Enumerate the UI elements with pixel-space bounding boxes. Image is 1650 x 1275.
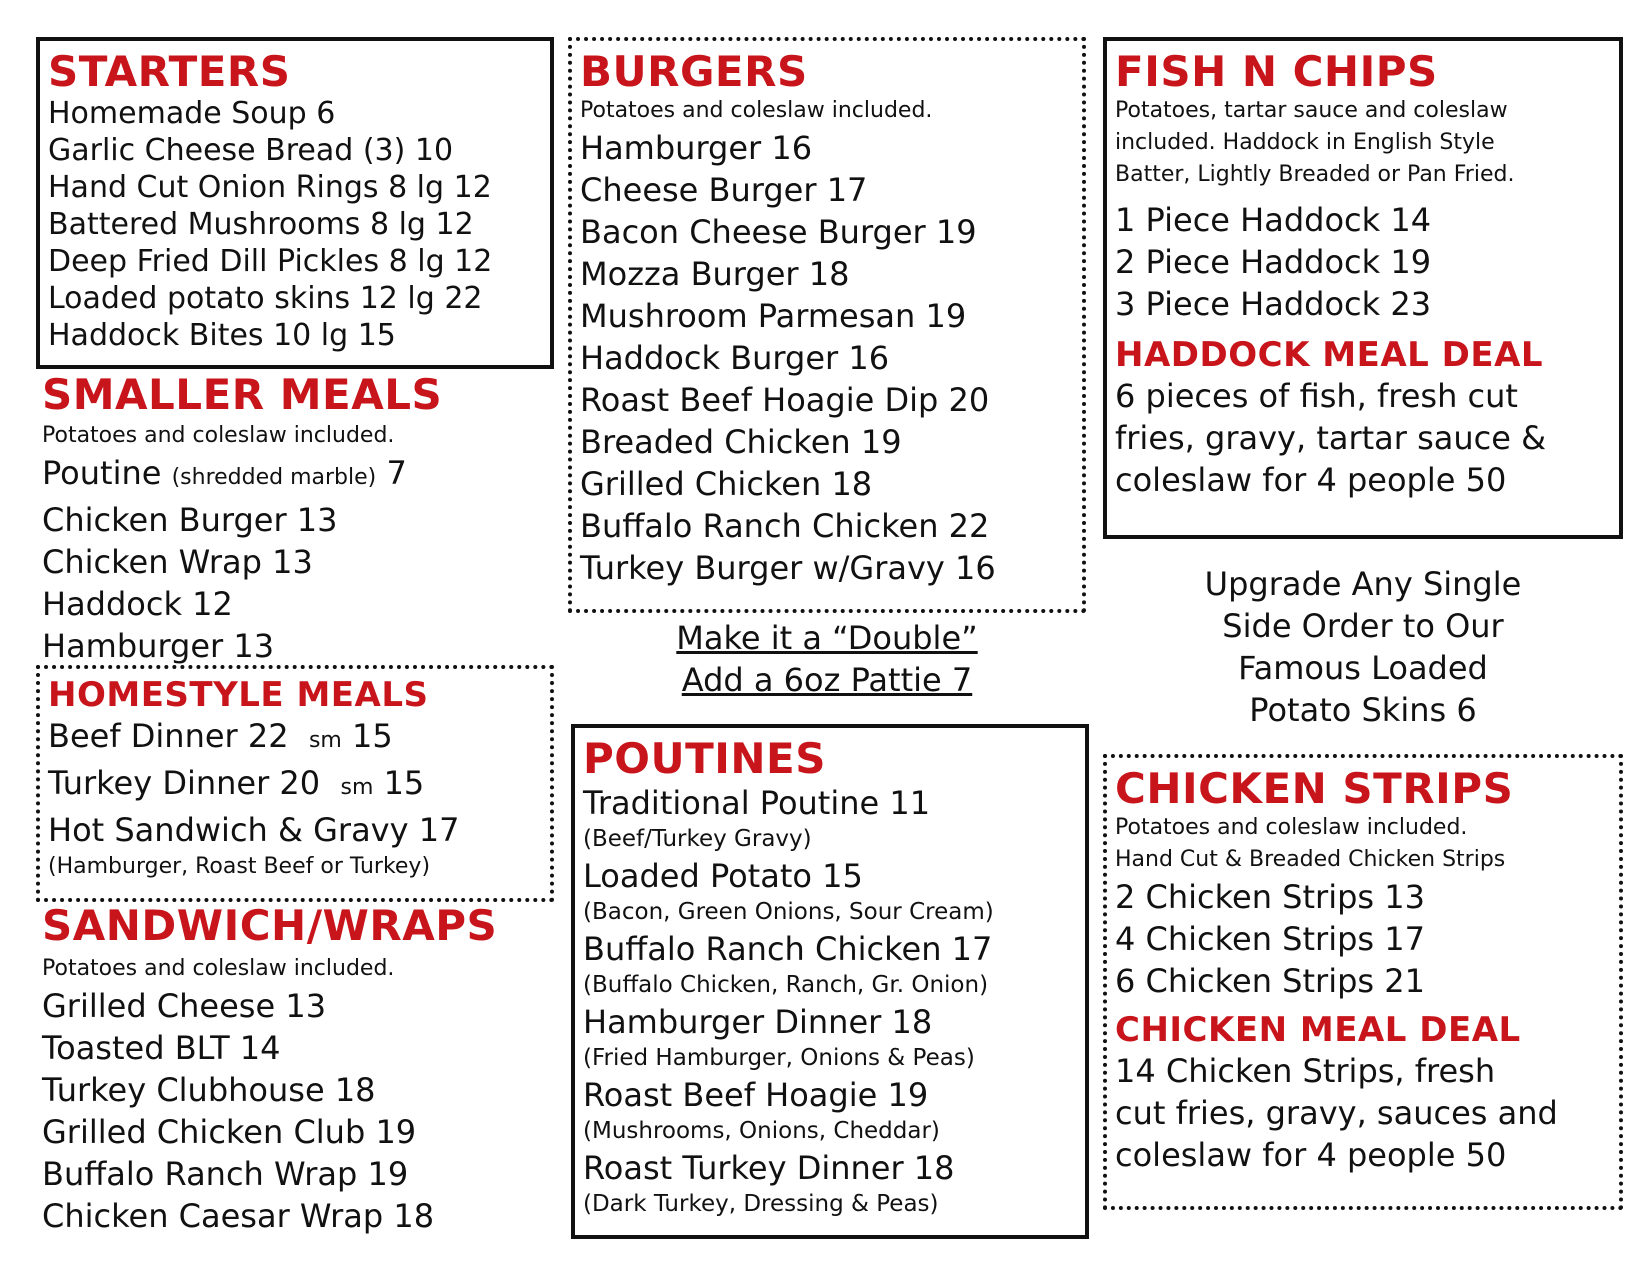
chicken-title: CHICKEN STRIPS: [1115, 764, 1514, 813]
homestyle-sm-label: sm: [308, 728, 342, 753]
chicken-deal-line: 14 Chicken Strips, fresh: [1115, 1052, 1496, 1090]
poutines-detail: (Fried Hamburger, Onions & Peas): [583, 1045, 975, 1071]
sandwich-item: Buffalo Ranch Wrap 19: [42, 1155, 409, 1193]
fish-note: Potatoes, tartar sauce and coleslaw: [1115, 98, 1508, 123]
poutines-item: Traditional Poutine 11: [583, 784, 931, 822]
double-promo: [568, 617, 1086, 701]
fish-item: 1 Piece Haddock 14: [1115, 201, 1432, 239]
burgers-item: Turkey Burger w/Gravy 16: [580, 549, 996, 587]
burgers-item: Roast Beef Hoagie Dip 20: [580, 381, 990, 419]
upgrade-promo: [1103, 563, 1623, 731]
chicken-note: Hand Cut & Breaded Chicken Strips: [1115, 847, 1506, 872]
starters-item: Homemade Soup 6: [48, 96, 336, 131]
poutine-detail: (shredded marble): [171, 465, 377, 490]
fish-note: Batter, Lightly Breaded or Pan Fried.: [1115, 162, 1515, 187]
starters-title: STARTERS: [48, 47, 291, 96]
sandwich-section: [42, 903, 542, 1237]
homestyle-sm-label: sm: [340, 775, 374, 800]
chicken-deal-line: coleslaw for 4 people 50: [1115, 1136, 1507, 1174]
burgers-item: Buffalo Ranch Chicken 22: [580, 507, 990, 545]
upgrade-line: Potato Skins 6: [1249, 691, 1477, 729]
smaller-meals-note: Potatoes and coleslaw included.: [42, 423, 395, 448]
chicken-deal-title: CHICKEN MEAL DEAL: [1115, 1010, 1521, 1050]
poutines-detail: (Bacon, Green Onions, Sour Cream): [583, 899, 994, 925]
sandwich-item: Turkey Clubhouse 18: [42, 1071, 376, 1109]
poutines-item: Hamburger Dinner 18: [583, 1003, 933, 1041]
fish-item: 2 Piece Haddock 19: [1115, 243, 1432, 281]
starters-item: Loaded potato skins 12 lg 22: [48, 281, 483, 316]
sandwich-item: Grilled Cheese 13: [42, 987, 327, 1025]
hot-sandwich-note: (Hamburger, Roast Beef or Turkey): [48, 854, 431, 879]
sandwich-item: Chicken Caesar Wrap 18: [42, 1197, 435, 1235]
fish-note: included. Haddock in English Style: [1115, 130, 1495, 155]
smaller-meals-section: [42, 372, 542, 667]
haddock-deal-title: HADDOCK MEAL DEAL: [1115, 335, 1544, 375]
starters-item: Deep Fried Dill Pickles 8 lg 12: [48, 244, 493, 279]
homestyle-item-name: Beef Dinner 22: [48, 717, 289, 755]
smaller-meals-item: Haddock 12: [42, 585, 233, 623]
double-line: Add a 6oz Pattie 7: [681, 661, 973, 699]
spacer: [1115, 191, 1619, 199]
starters-panel: [36, 37, 554, 369]
chicken-panel: [1103, 754, 1623, 1210]
poutines-detail: (Buffalo Chicken, Ranch, Gr. Onion): [583, 972, 989, 998]
upgrade-line: Upgrade Any Single: [1204, 565, 1522, 603]
burgers-item: Cheese Burger 17: [580, 171, 868, 209]
upgrade-line: Side Order to Our: [1222, 607, 1504, 645]
haddock-deal-line: 6 pieces of fish, fresh cut: [1115, 377, 1518, 415]
poutines-item: Roast Turkey Dinner 18: [583, 1149, 955, 1187]
homestyle-title: HOMESTYLE MEALS: [48, 675, 429, 715]
sandwich-note: Potatoes and coleslaw included.: [42, 956, 395, 981]
burgers-panel: [568, 37, 1086, 613]
burgers-note: Potatoes and coleslaw included.: [580, 98, 933, 123]
burgers-item: Grilled Chicken 18: [580, 465, 873, 503]
chicken-item: 2 Chicken Strips 13: [1115, 878, 1425, 916]
burgers-item: Bacon Cheese Burger 19: [580, 213, 977, 251]
chicken-note: Potatoes and coleslaw included.: [1115, 815, 1468, 840]
sandwich-item: Grilled Chicken Club 19: [42, 1113, 417, 1151]
poutine-name: Poutine: [42, 454, 162, 492]
homestyle-sm-price: 15: [352, 717, 393, 755]
fish-item: 3 Piece Haddock 23: [1115, 285, 1432, 323]
smaller-meals-item: Chicken Wrap 13: [42, 543, 313, 581]
smaller-meals-title: SMALLER MEALS: [42, 370, 443, 419]
starters-item: Hand Cut Onion Rings 8 lg 12: [48, 170, 492, 205]
homestyle-item: [48, 715, 550, 762]
burgers-item: Mushroom Parmesan 19: [580, 297, 967, 335]
burgers-item: Breaded Chicken 19: [580, 423, 902, 461]
burgers-title: BURGERS: [580, 47, 808, 96]
chicken-item: 6 Chicken Strips 21: [1115, 962, 1425, 1000]
smaller-meals-item: Chicken Burger 13: [42, 501, 338, 539]
haddock-deal-line: coleslaw for 4 people 50: [1115, 461, 1507, 499]
burgers-item: Hamburger 16: [580, 129, 813, 167]
poutines-detail: (Beef/Turkey Gravy): [583, 826, 812, 852]
poutines-title: POUTINES: [583, 734, 826, 783]
poutine-price: 7: [386, 454, 407, 492]
poutines-item: Roast Beef Hoagie 19: [583, 1076, 929, 1114]
poutine-item: [42, 452, 542, 499]
haddock-deal-line: fries, gravy, tartar sauce &: [1115, 419, 1547, 457]
chicken-item: 4 Chicken Strips 17: [1115, 920, 1425, 958]
starters-list: [48, 95, 550, 354]
burgers-item: Haddock Burger 16: [580, 339, 890, 377]
chicken-deal-line: cut fries, gravy, sauces and: [1115, 1094, 1558, 1132]
poutines-item: Loaded Potato 15: [583, 857, 863, 895]
poutines-detail: (Mushrooms, Onions, Cheddar): [583, 1118, 940, 1144]
starters-item: Battered Mushrooms 8 lg 12: [48, 207, 474, 242]
sandwich-item: Toasted BLT 14: [42, 1029, 281, 1067]
double-line: Make it a “Double”: [676, 619, 978, 657]
starters-item: Haddock Bites 10 lg 15: [48, 318, 396, 353]
homestyle-item: [48, 762, 550, 809]
homestyle-item-name: Turkey Dinner 20: [48, 764, 321, 802]
smaller-meals-item: Hamburger 13: [42, 627, 275, 665]
homestyle-panel: [36, 665, 554, 902]
fish-title: FISH N CHIPS: [1115, 47, 1438, 96]
hot-sandwich-item: Hot Sandwich & Gravy 17: [48, 811, 460, 849]
burgers-item: Mozza Burger 18: [580, 255, 850, 293]
poutines-item: Buffalo Ranch Chicken 17: [583, 930, 993, 968]
upgrade-line: Famous Loaded: [1238, 649, 1488, 687]
poutines-detail: (Dark Turkey, Dressing & Peas): [583, 1191, 939, 1217]
poutines-panel: [571, 724, 1089, 1239]
sandwich-title: SANDWICH/WRAPS: [42, 901, 498, 950]
starters-item: Garlic Cheese Bread (3) 10: [48, 133, 454, 168]
fish-panel: [1103, 37, 1623, 539]
homestyle-sm-price: 15: [383, 764, 425, 802]
